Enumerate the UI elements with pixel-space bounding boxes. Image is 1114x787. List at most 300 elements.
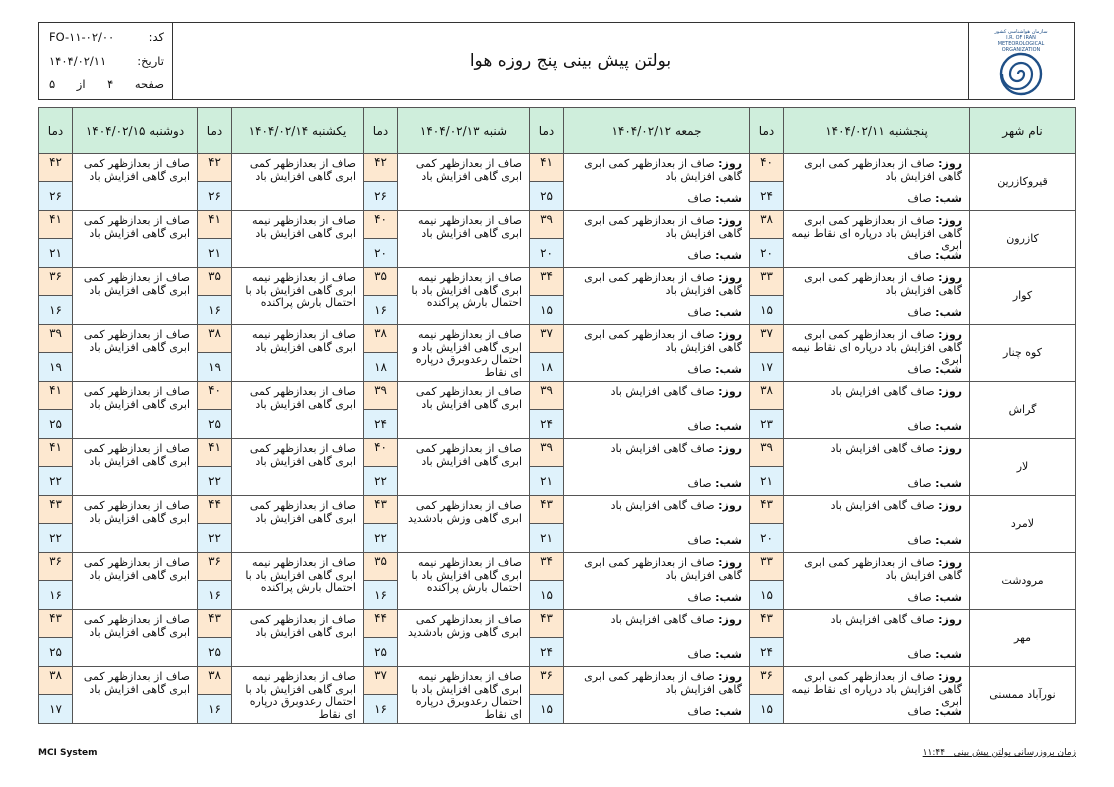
temperature-cell: [750, 268, 784, 325]
temperature-cell: [198, 268, 232, 325]
night-label: شب:: [715, 705, 742, 719]
day-text: صاف از بعدازظهر کمی ابری گاهی افزایش باد: [584, 157, 742, 183]
day-label: روز:: [718, 328, 742, 341]
max-temperature: ۳۸: [198, 325, 231, 353]
max-temperature: ۳۶: [750, 667, 783, 695]
min-temperature: ۱۶: [364, 581, 397, 609]
city-name: مرودشت: [970, 553, 1076, 610]
day-forecast: [568, 500, 742, 513]
day-label: روز:: [718, 442, 742, 455]
forecast-text: صاف از بعدازظهر کمی ابری گاهی افزایش باد: [415, 442, 522, 468]
day-forecast: [788, 158, 962, 183]
meteorological-logo-icon: [975, 26, 1067, 96]
temperature-cell: [530, 667, 564, 724]
temperature-cell: [750, 496, 784, 553]
max-temperature: ۳۶: [530, 667, 563, 695]
forecast-description: [564, 439, 750, 496]
min-temperature: ۲۶: [364, 182, 397, 210]
min-temperature: ۱۹: [39, 353, 72, 381]
temperature-cell: [39, 325, 73, 382]
table-row: [39, 325, 1076, 382]
night-text: صاف: [907, 591, 932, 605]
forecast-description: [232, 439, 364, 496]
forecast-text: صاف از بعدازظهر نیمه ابری گاهی افزایش باد با احتمال بارش پراکنده: [245, 556, 356, 595]
forecast-description: [232, 382, 364, 439]
min-temperature: ۱۷: [750, 353, 783, 381]
day-label: روز:: [718, 670, 742, 683]
min-temperature: ۲۲: [39, 524, 72, 552]
system-name: MCI System: [38, 748, 98, 758]
max-temperature: ۳۹: [530, 382, 563, 410]
max-temperature: ۳۶: [39, 553, 72, 581]
night-forecast: [688, 193, 742, 206]
night-forecast: [688, 250, 742, 263]
day-label: روز:: [718, 157, 742, 170]
forecast-description: [398, 553, 530, 610]
temperature-cell: [198, 610, 232, 667]
day-forecast: [788, 329, 962, 367]
min-temperature: ۱۵: [750, 296, 783, 324]
forecast-description: [398, 154, 530, 211]
forecast-description: [564, 154, 750, 211]
temperature-cell: [39, 154, 73, 211]
temperature-cell: [530, 268, 564, 325]
day-label: روز:: [718, 214, 742, 227]
min-temperature: ۲۰: [530, 239, 563, 267]
day-forecast: [568, 158, 742, 183]
day-label: روز:: [718, 556, 742, 569]
max-temperature: ۴۲: [39, 154, 72, 182]
temperature-cell: [750, 439, 784, 496]
min-temperature: ۲۵: [530, 182, 563, 210]
day-header: دوشنبه ۱۴۰۴/۰۲/۱۵: [73, 108, 198, 154]
temp-header: دما: [530, 108, 564, 154]
temperature-cell: [530, 439, 564, 496]
temperature-cell: [750, 382, 784, 439]
min-temperature: ۱۵: [530, 581, 563, 609]
temperature-cell: [750, 154, 784, 211]
min-temperature: ۱۷: [39, 695, 72, 723]
max-temperature: ۴۴: [198, 496, 231, 524]
night-label: شب:: [935, 648, 962, 662]
night-label: شب:: [715, 648, 742, 662]
night-label: شب:: [715, 591, 742, 605]
max-temperature: ۴۲: [364, 154, 397, 182]
city-name: لامرد: [970, 496, 1076, 553]
night-text: صاف: [687, 192, 712, 206]
day-text: صاف گاهی افزایش باد: [610, 499, 715, 512]
update-label: زمان بروزرسانی بولتن پیش بینی: [953, 748, 1076, 758]
day-forecast: [568, 272, 742, 297]
max-temperature: ۳۹: [530, 211, 563, 239]
forecast-description: [73, 382, 198, 439]
day-label: روز:: [938, 556, 962, 569]
max-temperature: ۳۹: [364, 382, 397, 410]
temperature-cell: [530, 610, 564, 667]
min-temperature: ۱۶: [39, 581, 72, 609]
city-name: کازرون: [970, 211, 1076, 268]
min-temperature: ۱۵: [530, 695, 563, 723]
day-label: روز:: [938, 271, 962, 284]
min-temperature: ۲۵: [39, 638, 72, 666]
forecast-description: [232, 553, 364, 610]
min-temperature: ۲۱: [198, 239, 231, 267]
max-temperature: ۴۳: [39, 496, 72, 524]
day-label: روز:: [938, 385, 962, 398]
temperature-cell: [364, 268, 398, 325]
day-header: جمعه ۱۴۰۴/۰۲/۱۲: [564, 108, 750, 154]
night-text: صاف: [907, 648, 932, 662]
city-name: مهر: [970, 610, 1076, 667]
night-text: صاف: [687, 306, 712, 320]
date-label: تاریخ:: [137, 54, 164, 68]
forecast-text: صاف از بعدازظهر کمی ابری گاهی وزش بادشدید: [407, 499, 522, 525]
max-temperature: ۳۴: [530, 553, 563, 581]
forecast-text: صاف از بعدازظهر کمی ابری گاهی افزایش باد: [83, 157, 190, 183]
day-text: صاف از بعدازظهر کمی ابری گاهی افزایش باد درپاره ای نقاط نیمه ابری: [791, 214, 962, 253]
day-text: صاف گاهی افزایش باد: [830, 385, 935, 398]
forecast-description: [784, 382, 970, 439]
min-temperature: ۲۴: [530, 638, 563, 666]
day-forecast: [568, 443, 742, 456]
max-temperature: ۳۸: [39, 667, 72, 695]
city-name: کوه چنار: [970, 325, 1076, 382]
page-total: ۵: [49, 77, 56, 91]
day-label: روز:: [938, 328, 962, 341]
max-temperature: ۳۳: [750, 268, 783, 296]
min-temperature: ۲۵: [39, 410, 72, 438]
temperature-cell: [39, 439, 73, 496]
night-text: صاف: [687, 705, 712, 719]
min-temperature: ۲۵: [364, 638, 397, 666]
min-temperature: ۱۶: [198, 581, 231, 609]
forecast-description: [398, 496, 530, 553]
temperature-cell: [530, 325, 564, 382]
forecast-description: [73, 439, 198, 496]
forecast-description: [784, 553, 970, 610]
max-temperature: ۴۱: [198, 211, 231, 239]
max-temperature: ۴۳: [198, 610, 231, 638]
temp-header: دما: [364, 108, 398, 154]
night-text: صاف: [687, 363, 712, 377]
night-forecast: [688, 478, 742, 491]
night-forecast: [688, 421, 742, 434]
temperature-cell: [39, 268, 73, 325]
temperature-cell: [750, 610, 784, 667]
day-forecast: [568, 614, 742, 627]
max-temperature: ۴۰: [198, 382, 231, 410]
day-text: صاف گاهی افزایش باد: [610, 385, 715, 398]
min-temperature: ۲۶: [39, 182, 72, 210]
night-label: شب:: [715, 363, 742, 377]
night-label: شب:: [935, 477, 962, 491]
forecast-description: [564, 325, 750, 382]
night-label: شب:: [935, 420, 962, 434]
forecast-text: صاف از بعدازظهر کمی ابری گاهی افزایش باد: [415, 385, 522, 411]
min-temperature: ۱۹: [198, 353, 231, 381]
night-forecast: [908, 250, 962, 263]
night-label: شب:: [935, 363, 962, 377]
day-text: صاف از بعدازظهر کمی ابری گاهی افزایش باد: [584, 670, 742, 696]
forecast-description: [73, 553, 198, 610]
forecast-text: صاف از بعدازظهر نیمه ابری گاهی افزایش باد با احتمال رعدوبرق درپاره ای نقاط: [245, 670, 356, 721]
temperature-cell: [750, 553, 784, 610]
forecast-text: صاف از بعدازظهر کمی ابری گاهی افزایش باد: [249, 613, 356, 639]
temperature-cell: [198, 382, 232, 439]
day-label: روز:: [938, 442, 962, 455]
night-forecast: [908, 592, 962, 605]
max-temperature: ۳۹: [750, 439, 783, 467]
temperature-cell: [39, 610, 73, 667]
day-label: روز:: [938, 214, 962, 227]
night-forecast: [908, 193, 962, 206]
page-of: از: [76, 77, 86, 91]
logo-text-fa: سازمان هواشناسی کشور: [994, 29, 1048, 35]
forecast-description: [564, 496, 750, 553]
logo-text-line-2: METEOROLOGICAL: [997, 41, 1045, 47]
night-label: شب:: [935, 306, 962, 320]
document-meta: [39, 23, 173, 99]
min-temperature: ۲۲: [198, 467, 231, 495]
forecast-description: [232, 496, 364, 553]
temperature-cell: [530, 496, 564, 553]
table-header-row: [39, 108, 1076, 154]
forecast-description: [784, 667, 970, 724]
forecast-description: [784, 496, 970, 553]
max-temperature: ۴۳: [364, 496, 397, 524]
page-row: [49, 77, 164, 95]
night-text: صاف: [907, 192, 932, 206]
forecast-description: [232, 154, 364, 211]
min-temperature: ۲۲: [364, 524, 397, 552]
night-forecast: [908, 478, 962, 491]
temperature-cell: [364, 496, 398, 553]
forecast-text: صاف از بعدازظهر کمی ابری گاهی افزایش باد: [83, 499, 190, 525]
temperature-cell: [198, 553, 232, 610]
table-row: [39, 211, 1076, 268]
forecast-description: [564, 382, 750, 439]
max-temperature: ۴۰: [750, 154, 783, 182]
logo-text-line-3: ORGANIZATION: [1001, 47, 1041, 53]
max-temperature: ۳۷: [364, 667, 397, 695]
night-forecast: [908, 421, 962, 434]
day-forecast: [788, 557, 962, 582]
night-text: صاف: [907, 363, 932, 377]
night-label: شب:: [715, 192, 742, 206]
day-text: صاف گاهی افزایش باد: [610, 613, 715, 626]
min-temperature: ۲۰: [750, 524, 783, 552]
temperature-cell: [364, 154, 398, 211]
day-forecast: [568, 386, 742, 399]
night-text: صاف: [907, 705, 932, 719]
night-text: صاف: [687, 591, 712, 605]
logo-text-line-1: I.R. OF IRAN: [1006, 35, 1036, 41]
forecast-text: صاف از بعدازظهر کمی ابری گاهی افزایش باد: [249, 157, 356, 183]
max-temperature: ۳۶: [198, 553, 231, 581]
max-temperature: ۳۹: [39, 325, 72, 353]
max-temperature: ۳۷: [530, 325, 563, 353]
forecast-description: [784, 154, 970, 211]
night-text: صاف: [907, 420, 932, 434]
day-text: صاف گاهی افزایش باد: [830, 613, 935, 626]
max-temperature: ۳۵: [364, 268, 397, 296]
day-text: صاف از بعدازظهر کمی ابری گاهی افزایش باد: [584, 328, 742, 354]
update-info: [923, 748, 1076, 758]
night-forecast: [908, 307, 962, 320]
forecast-text: صاف از بعدازظهر کمی ابری گاهی افزایش باد: [83, 556, 190, 582]
day-text: صاف گاهی افزایش باد: [830, 442, 935, 455]
temperature-cell: [39, 553, 73, 610]
night-text: صاف: [687, 249, 712, 263]
day-label: روز:: [938, 613, 962, 626]
night-label: شب:: [715, 420, 742, 434]
temp-header: دما: [750, 108, 784, 154]
day-label: روز:: [938, 157, 962, 170]
forecast-description: [398, 325, 530, 382]
temperature-cell: [750, 667, 784, 724]
max-temperature: ۴۱: [39, 382, 72, 410]
day-label: روز:: [938, 670, 962, 683]
min-temperature: ۱۵: [750, 581, 783, 609]
forecast-description: [73, 610, 198, 667]
min-temperature: ۲۴: [364, 410, 397, 438]
temperature-cell: [364, 439, 398, 496]
forecast-description: [564, 211, 750, 268]
day-header: شنبه ۱۴۰۴/۰۲/۱۳: [398, 108, 530, 154]
forecast-description: [398, 268, 530, 325]
city-name: کوار: [970, 268, 1076, 325]
day-text: صاف گاهی افزایش باد: [610, 442, 715, 455]
temperature-cell: [39, 211, 73, 268]
max-temperature: ۳۳: [750, 553, 783, 581]
day-text: صاف از بعدازظهر کمی ابری گاهی افزایش باد درپاره ای نقاط نیمه ابری: [791, 328, 962, 367]
night-text: صاف: [687, 648, 712, 662]
night-label: شب:: [715, 306, 742, 320]
night-label: شب:: [935, 192, 962, 206]
forecast-text: صاف از بعدازظهر کمی ابری گاهی افزایش باد: [83, 328, 190, 354]
day-forecast: [788, 671, 962, 709]
forecast-description: [784, 325, 970, 382]
day-header: یکشنبه ۱۴۰۴/۰۲/۱۴: [232, 108, 364, 154]
table-row: [39, 610, 1076, 667]
night-label: شب:: [715, 477, 742, 491]
forecast-description: [73, 325, 198, 382]
night-forecast: [688, 649, 742, 662]
temperature-cell: [530, 154, 564, 211]
forecast-text: صاف از بعدازظهر کمی ابری گاهی افزایش باد: [83, 670, 190, 696]
min-temperature: ۲۳: [750, 410, 783, 438]
min-temperature: ۲۲: [364, 467, 397, 495]
temperature-cell: [198, 154, 232, 211]
temperature-cell: [750, 325, 784, 382]
min-temperature: ۲۱: [39, 239, 72, 267]
forecast-description: [784, 610, 970, 667]
temperature-cell: [39, 382, 73, 439]
day-text: صاف از بعدازظهر کمی ابری گاهی افزایش باد: [804, 556, 962, 582]
night-forecast: [688, 307, 742, 320]
min-temperature: ۱۸: [364, 353, 397, 381]
day-forecast: [788, 614, 962, 627]
night-text: صاف: [687, 477, 712, 491]
forecast-text: صاف از بعدازظهر نیمه ابری گاهی افزایش باد: [252, 214, 356, 240]
temperature-cell: [530, 211, 564, 268]
forecast-text: صاف از بعدازظهر کمی ابری گاهی افزایش باد: [249, 499, 356, 525]
forecast-description: [784, 268, 970, 325]
table-row: [39, 439, 1076, 496]
day-forecast: [788, 272, 962, 297]
min-temperature: ۲۲: [198, 524, 231, 552]
night-label: شب:: [935, 534, 962, 548]
min-temperature: ۲۰: [750, 239, 783, 267]
min-temperature: ۲۵: [198, 410, 231, 438]
min-temperature: ۲۴: [750, 182, 783, 210]
max-temperature: ۴۳: [530, 496, 563, 524]
update-time: ۱۱:۴۴: [922, 748, 946, 758]
forecast-text: صاف از بعدازظهر کمی ابری گاهی افزایش باد: [415, 157, 522, 183]
min-temperature: ۲۲: [39, 467, 72, 495]
forecast-text: صاف از بعدازظهر کمی ابری گاهی افزایش باد: [83, 442, 190, 468]
day-forecast: [788, 500, 962, 513]
day-text: صاف از بعدازظهر کمی ابری گاهی افزایش باد: [584, 556, 742, 582]
max-temperature: ۴۳: [39, 610, 72, 638]
temperature-cell: [364, 610, 398, 667]
city-name: گراش: [970, 382, 1076, 439]
forecast-description: [398, 382, 530, 439]
forecast-description: [784, 439, 970, 496]
night-text: صاف: [687, 534, 712, 548]
temperature-cell: [364, 382, 398, 439]
city-column-header: نام شهر: [970, 108, 1076, 154]
forecast-description: [232, 268, 364, 325]
temperature-cell: [198, 325, 232, 382]
night-forecast: [688, 592, 742, 605]
day-forecast: [568, 215, 742, 240]
max-temperature: ۳۸: [364, 325, 397, 353]
forecast-text: صاف از بعدازظهر نیمه ابری گاهی افزایش باد با احتمال بارش پراکنده: [411, 271, 522, 310]
min-temperature: ۱۵: [530, 296, 563, 324]
day-label: روز:: [938, 499, 962, 512]
forecast-description: [232, 667, 364, 724]
forecast-description: [232, 610, 364, 667]
night-label: شب:: [715, 249, 742, 263]
max-temperature: ۳۶: [39, 268, 72, 296]
min-temperature: ۲۱: [530, 467, 563, 495]
temperature-cell: [198, 496, 232, 553]
forecast-text: صاف از بعدازظهر نیمه ابری گاهی افزایش باد و احتمال رعدوبرق درپاره ای نقاط: [412, 328, 522, 379]
max-temperature: ۴۱: [198, 439, 231, 467]
min-temperature: ۲۰: [364, 239, 397, 267]
temperature-cell: [198, 211, 232, 268]
organization-logo: [968, 23, 1074, 99]
forecast-text: صاف از بعدازظهر نیمه ابری گاهی افزایش باد با احتمال بارش پراکنده: [245, 271, 356, 310]
night-text: صاف: [907, 534, 932, 548]
forecast-description: [398, 211, 530, 268]
min-temperature: ۲۱: [530, 524, 563, 552]
temperature-cell: [364, 325, 398, 382]
min-temperature: ۱۶: [198, 695, 231, 723]
table-row: [39, 154, 1076, 211]
table-row: [39, 667, 1076, 724]
night-text: صاف: [687, 420, 712, 434]
max-temperature: ۴۰: [364, 439, 397, 467]
min-temperature: ۲۴: [750, 638, 783, 666]
night-label: شب:: [715, 534, 742, 548]
forecast-description: [564, 610, 750, 667]
temperature-cell: [198, 439, 232, 496]
max-temperature: ۴۱: [39, 439, 72, 467]
max-temperature: ۴۳: [750, 496, 783, 524]
forecast-text: صاف از بعدازظهر کمی ابری گاهی وزش بادشدید: [407, 613, 522, 639]
